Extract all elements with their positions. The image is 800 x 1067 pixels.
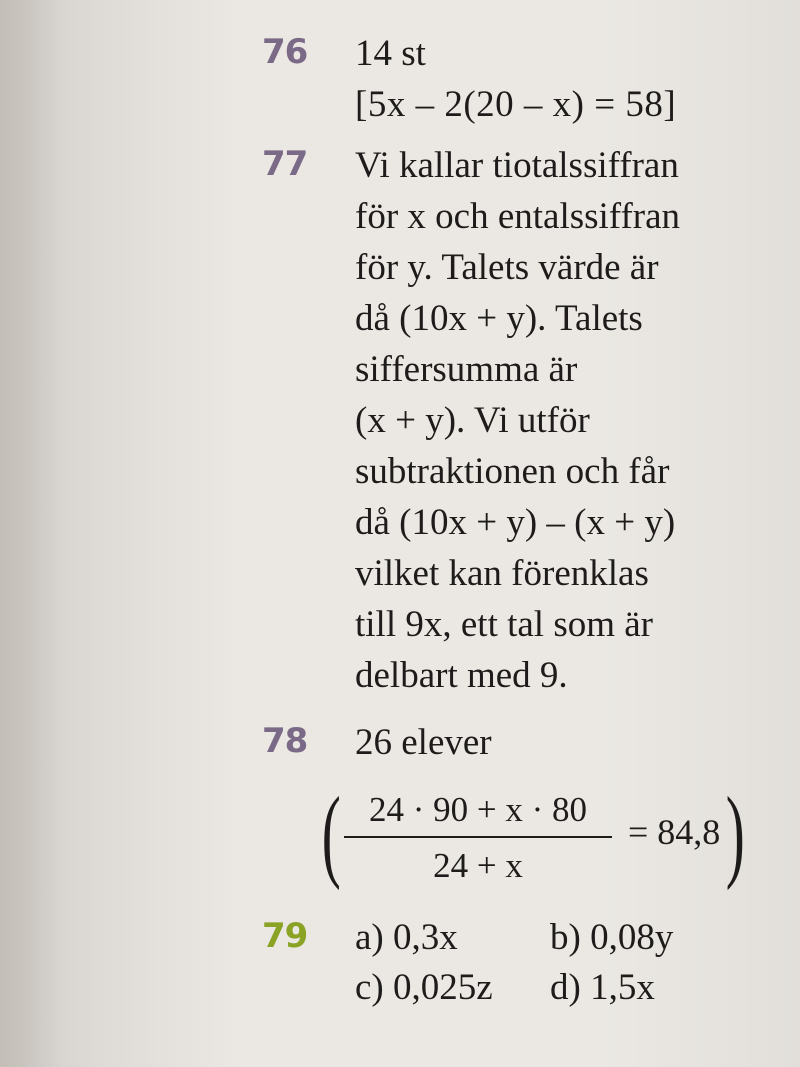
answer-line: siffersumma är	[355, 349, 578, 390]
close-parenthesis: )	[725, 776, 745, 891]
answer-text	[355, 717, 765, 768]
answer-line: för y. Talets värde är	[355, 247, 659, 288]
answer-line: delbart med 9.	[355, 655, 568, 696]
answer-d: d) 1,5x	[550, 967, 655, 1008]
answer-line: 14 st	[355, 33, 426, 74]
fraction-denominator: 24 + x	[433, 846, 523, 885]
problem-number: 78	[262, 721, 308, 761]
answer-line: till 9x, ett tal som är	[355, 604, 654, 645]
answer-a: a) 0,3x	[355, 917, 458, 958]
answer-line: subtraktionen och får	[355, 451, 670, 492]
answer-c: c) 0,025z	[355, 967, 493, 1008]
answer-line: för x och entalssiffran	[355, 196, 681, 237]
answer-line: 26 elever	[355, 722, 492, 763]
answer-line: då (10x + y). Talets	[355, 298, 643, 339]
problem-number: 79	[262, 916, 308, 956]
answer-line: (x + y). Vi utför	[355, 400, 590, 441]
answer-text	[355, 28, 765, 130]
fraction-bar	[344, 836, 612, 838]
page-shadow	[0, 0, 60, 1067]
answer-equation: [5x – 2(20 – x) = 58]	[355, 84, 677, 125]
open-parenthesis: (	[321, 776, 341, 891]
answer-line: då (10x + y) – (x + y)	[355, 502, 676, 543]
problem-number: 77	[262, 144, 308, 184]
answer-line: vilket kan förenklas	[355, 553, 649, 594]
fraction	[338, 788, 618, 888]
fraction-numerator: 24 · 90 + x · 80	[368, 790, 588, 829]
answer-text	[355, 140, 765, 701]
answer-b: b) 0,08y	[550, 917, 674, 958]
answer-line: Vi kallar tiotalssiffran	[355, 145, 679, 186]
equation-result: = 84,8	[628, 812, 721, 852]
problem-number: 76	[262, 32, 308, 72]
fraction-equation	[320, 776, 745, 892]
